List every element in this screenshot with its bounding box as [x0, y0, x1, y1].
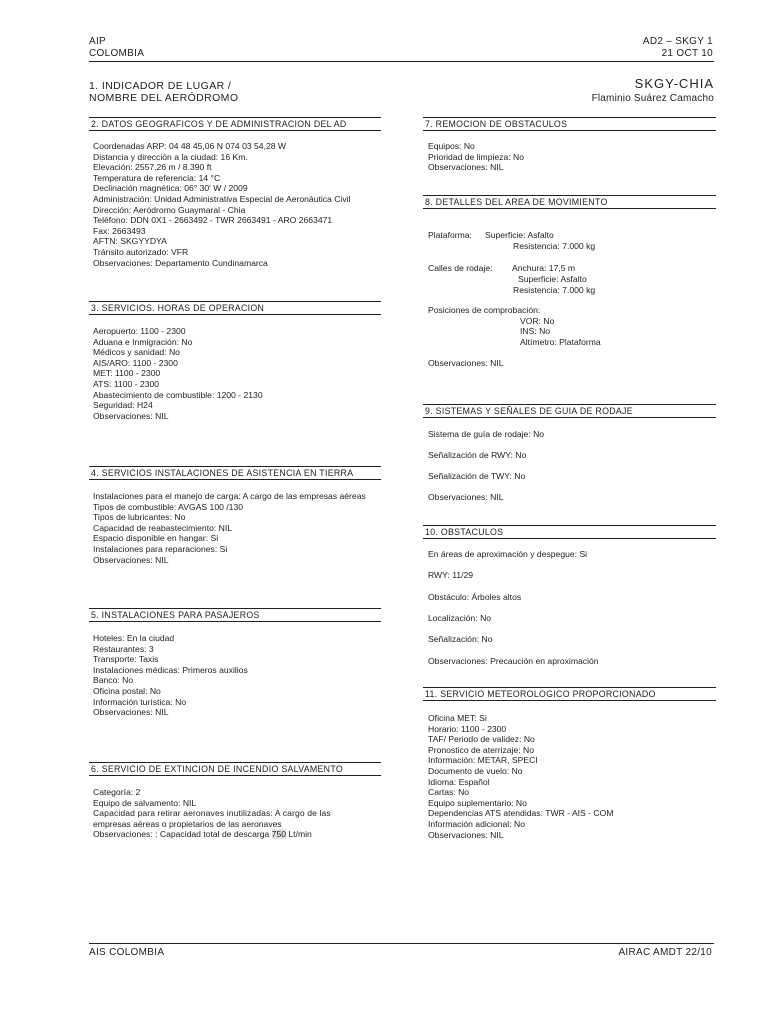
- s2-line: Observaciones: Departamento Cundinamarca: [93, 257, 268, 268]
- section-4-title: 4. SERVICIOS INSTALACIONES DE ASISTENCIA EN TIERRA: [89, 466, 381, 480]
- s4-line: Instalaciones para reparaciones: Si: [93, 543, 228, 554]
- s9-line: Observaciones: NIL: [428, 492, 504, 502]
- s11-line: Información adicional: No: [428, 818, 525, 829]
- aerodrome-code: SKGY-CHIA: [634, 76, 714, 91]
- footer-right: AIRAC AMDT 22/10: [618, 947, 712, 958]
- indicator-title-line1: 1. INDICADOR DE LUGAR /: [89, 80, 232, 92]
- s2-line: Elevación: 2557,26 m / 8.390 ft: [93, 162, 212, 173]
- section-4-body: [93, 491, 366, 565]
- s5-line: Oficina postal: No: [93, 685, 161, 696]
- s6-obs-suffix: Lt/min: [286, 829, 312, 840]
- section-6-title: 6. SERVICIO DE EXTINCION DE INCENDIO SALVAMENTO: [89, 762, 381, 776]
- s2-line: Tránsito autorizado: VFR: [93, 246, 189, 257]
- header-page-ref: AD2 – SKGY 1: [642, 36, 713, 47]
- s10-line: RWY: 11/29: [428, 570, 474, 580]
- section-6-body: [93, 787, 331, 840]
- s11-line: Idioma: Español: [428, 776, 490, 787]
- section-8-title: 8. DETALLES DEL AREA DE MOVIMIENTO: [423, 195, 716, 209]
- s11-line: Información: METAR, SPECI: [428, 755, 538, 766]
- s10-line: Observaciones: Precaución en aproximación: [428, 656, 599, 666]
- s8-ins: INS: No: [520, 326, 551, 336]
- s11-line: Oficina MET: Si: [428, 713, 487, 723]
- header-right: [643, 36, 713, 60]
- section-11-title: 11. SERVICIO METEOROLOGICO PROPORCIONADO: [423, 687, 716, 701]
- s2-line: Administración: Unidad Administrativa Especial de Aeronáutica Civil: [93, 193, 351, 204]
- s5-line: Restaurantes: 3: [93, 643, 154, 654]
- s2-line: Teléfono: DDN 0X1 - 2663492 - TWR 2663491 - ARO 2663471: [93, 215, 333, 226]
- s11-line: Horario: 1100 - 2300: [428, 723, 507, 734]
- s11-line: Dependencias ATS atendidas: TWR - AIS - COM: [428, 808, 614, 819]
- s10-line: En áreas de aproximación y despegue: Si: [428, 549, 588, 559]
- section-2-body: [93, 141, 350, 268]
- s6-obs-value: 750: [271, 829, 287, 840]
- s9-line: Sistema de guía de rodaje: No: [428, 429, 545, 439]
- section-9-title: 9. SISTEMAS Y SEÑALES DE GUIA DE RODAJE: [423, 404, 716, 418]
- aerodrome-name: Flaminio Suárez Camacho: [591, 93, 714, 104]
- header-aip: AIP: [89, 36, 107, 47]
- s8-observaciones: Observaciones: NIL: [428, 358, 504, 368]
- section-7-title: 7. REMOCION DE OBSTACULOS: [423, 117, 716, 131]
- s8-plataforma-resistencia: Resistencia: 7.000 kg: [513, 241, 596, 251]
- header-country: COLOMBIA: [89, 48, 145, 59]
- s11-line: Documento de vuelo: No: [428, 765, 523, 776]
- section-5-title: 5. INSTALACIONES PARA PASAJEROS: [89, 608, 381, 622]
- s6-line: Capacidad para retirar aeronaves inutilizadas: A cargo de las: [93, 808, 331, 819]
- s8-posiciones-label: Posiciones de comprobación:: [428, 305, 541, 315]
- header-left: [89, 36, 144, 60]
- s6-line: Equipo de salvamento: NIL: [93, 797, 197, 808]
- s7-line: Prioridad de limpieza: No: [428, 151, 525, 162]
- s4-line: Espacio disponible en hangar: Si: [93, 533, 219, 544]
- s4-line: Tipos de lubricantes: No: [93, 512, 186, 523]
- s9-line: Señalización de TWY: No: [428, 471, 526, 481]
- s3-line: Aduana e Inmigración: No: [93, 336, 193, 347]
- s2-line: Coordenadas ARP: 04 48 45,06 N 074 03 54,28 W: [93, 141, 287, 151]
- s11-line: TAF/ Periodo de validez: No: [428, 734, 535, 745]
- section-10-title: 10. OBSTACULOS: [423, 525, 716, 539]
- s3-line: ATS: 1100 - 2300: [93, 378, 160, 389]
- s8-calles-label: Calles de rodaje:: [428, 263, 493, 273]
- section-5-body: [93, 633, 248, 718]
- s2-line: Dirección: Aeródromo Guaymaral - Chia: [93, 204, 246, 215]
- s2-line: Temperatura de referencia: 14 °C: [93, 172, 221, 183]
- s6-obs-prefix: Observaciones: : Capacidad total de descarga: [93, 829, 272, 840]
- s2-line: AFTN: SKGYYDYA: [93, 236, 167, 247]
- s3-line: Aeropuerto: 1100 - 2300: [93, 326, 186, 336]
- s5-line: Instalaciones médicas: Primeros auxilios: [93, 664, 248, 675]
- s10-line: Localización: No: [428, 613, 492, 623]
- s6-line: empresas aéreas o propietarios de las aeronaves: [93, 818, 282, 829]
- s2-line: Fax: 2663493: [93, 225, 146, 236]
- s6-observations: [93, 829, 331, 840]
- s9-line: Señalización de RWY: No: [428, 450, 527, 460]
- section-2-title: 2. DATOS GEOGRAFICOS Y DE ADMINISTRACION DEL AD: [89, 117, 381, 131]
- s3-line: MET: 1100 - 2300: [93, 368, 161, 379]
- s8-calles-resistencia: Resistencia: 7.000 kg: [513, 285, 596, 295]
- s2-line: Declinación magnética: 06° 30' W / 2009: [93, 183, 248, 194]
- s5-line: Información turística: No: [93, 696, 187, 707]
- s5-line: Hoteles: En la ciudad: [93, 633, 175, 643]
- header-date: 21 OCT 10: [661, 48, 713, 59]
- footer-rule: [89, 943, 714, 944]
- s8-plataforma-superficie: Superficie: Asfalto: [485, 230, 554, 240]
- s5-line: Observaciones: NIL: [93, 707, 169, 718]
- s4-line: Instalaciones para el manejo de carga: A cargo de las empresas aéreas: [93, 491, 366, 501]
- s3-line: Observaciones: NIL: [93, 410, 169, 421]
- indicator-title: [89, 80, 238, 104]
- s8-plataforma-label: Plataforma:: [428, 230, 472, 240]
- indicator-title-line2: NOMBRE DEL AERÓDROMO: [89, 92, 239, 104]
- s8-calles-anchura: Anchura: 17,5 m: [512, 263, 576, 273]
- s6-line: Categoría: 2: [93, 787, 141, 797]
- s3-line: Abastecimiento de combustible: 1200 - 2130: [93, 389, 263, 400]
- s11-line: Observaciones: NIL: [428, 829, 504, 840]
- s7-line: Equipos: No: [428, 141, 475, 151]
- s3-line: Médicos y sanidad: No: [93, 347, 180, 358]
- s11-line: Pronostico de aterrizaje: No: [428, 744, 535, 755]
- s3-line: AIS/ARO: 1100 - 2300: [93, 357, 178, 368]
- s10-line: Obstáculo: Árboles altos: [428, 592, 522, 602]
- s4-line: Tipos de combustible: AVGAS 100 /130: [93, 501, 243, 512]
- s8-altimetro: Altímetro: Plataforma: [520, 337, 601, 347]
- s4-line: Capacidad de reabastecimiento: NIL: [93, 522, 233, 533]
- footer-left: AIS COLOMBIA: [89, 947, 165, 958]
- section-3-title: 3. SERVICIOS. HORAS DE OPERACION: [89, 301, 381, 315]
- s5-line: Transporte: Taxis: [93, 654, 159, 665]
- section-7-body: [428, 141, 524, 173]
- s8-calles-superficie: Superficie: Asfalto: [518, 274, 587, 284]
- s2-line: Distancia y dirección a la ciudad: 16 Km.: [93, 151, 248, 162]
- section-3-body: [93, 326, 263, 421]
- s7-line: Observaciones: NIL: [428, 162, 504, 173]
- s11-line: Cartas: No: [428, 787, 470, 798]
- s5-line: Banco: No: [93, 675, 134, 686]
- s11-line: Equipo suplementario: No: [428, 797, 527, 808]
- s8-vor: VOR: No: [520, 316, 555, 326]
- header-rule: [89, 61, 714, 62]
- s3-line: Seguridad: H24: [93, 400, 153, 411]
- s4-line: Observaciones: NIL: [93, 554, 169, 565]
- section-11-body: [428, 713, 613, 840]
- s10-line: Señalización: No: [428, 634, 493, 644]
